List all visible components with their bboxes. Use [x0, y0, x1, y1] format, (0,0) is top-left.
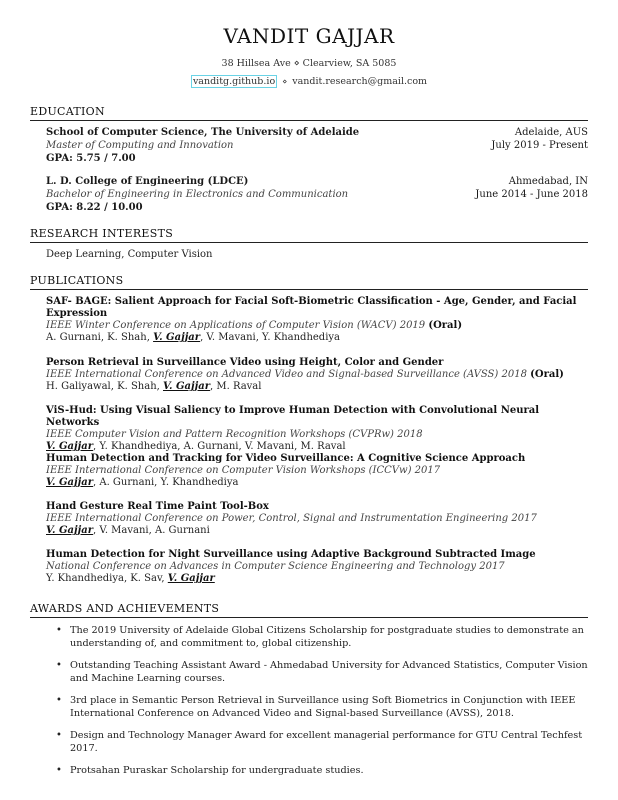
bullet-icon: •: [56, 660, 62, 671]
email-link[interactable]: vandit.research@gmail.com: [292, 76, 428, 87]
publication-title: Hand Gesture Real Time Paint Tool-Box: [46, 501, 269, 512]
authors-before: A. Gurnani, K. Shah,: [46, 332, 154, 343]
awards-section: [30, 602, 588, 618]
self-author: V. Gajjar: [46, 525, 93, 536]
authors-before: Y. Khandhediya, K. Sav,: [46, 573, 168, 584]
publication-item: [46, 405, 590, 453]
study-dates: June 2014 - June 2018: [475, 189, 588, 200]
oral-label: (Oral): [428, 320, 463, 331]
authors-after: , V. Mavani, Y. Khandhediya: [200, 332, 341, 343]
publication-venue: IEEE International Conference on Computer Vision Workshops (ICCVw) 2017: [46, 465, 441, 476]
award-text: Design and Technology Manager Award for excellent managerial performance for GTU Central Techfest 2017.: [70, 730, 583, 754]
publication-venue: IEEE Winter Conference on Applications of Computer Vision (WACV) 2019: [46, 320, 426, 331]
candidate-name: VANDIT GAJJAR: [223, 24, 395, 48]
diamond-separator-icon: ⋄: [282, 77, 288, 86]
publication-title-continued: Expression: [46, 308, 108, 319]
award-text: The 2019 University of Adelaide Global Citizens Scholarship for postgraduate studies to demonstrate an understanding of, and commitment to, global citizenship.: [70, 625, 584, 649]
publication-authors: [46, 332, 590, 344]
award-item: [46, 625, 590, 650]
gpa: GPA: 5.75 / 7.00: [46, 153, 136, 164]
research-heading: RESEARCH INTERESTS: [30, 227, 588, 243]
award-item: [46, 730, 590, 755]
publication-item: [46, 501, 590, 537]
publication-authors: [46, 477, 590, 489]
website-link[interactable]: vanditg.github.io: [192, 76, 276, 87]
education-entry: [46, 126, 588, 165]
publication-title: ViS-Hud: Using Visual Saliency to Improve Human Detection with Convolutional Neural Networks: [46, 405, 540, 428]
research-section: [30, 227, 588, 243]
publication-authors: [46, 573, 590, 585]
authors-before: H. Galiyawal, K. Shah,: [46, 381, 163, 392]
publication-title: Human Detection and Tracking for Video Surveillance: A Cognitive Science Approach: [46, 453, 526, 464]
awards-heading: AWARDS AND ACHIEVEMENTS: [30, 602, 588, 618]
award-text: Protsahan Puraskar Scholarship for undergraduate studies.: [70, 765, 364, 776]
degree: Master of Computing and Innovation: [46, 140, 234, 151]
bullet-icon: •: [56, 730, 62, 741]
education-section: [30, 105, 588, 121]
self-author: V. Gajjar: [167, 573, 215, 584]
publication-venue: IEEE International Conference on Advanced Video and Signal-based Surveillance (AVSS) 2018: [46, 369, 527, 380]
publication-venue: IEEE International Conference on Power, Control, Signal and Instrumentation Engineering 2017: [46, 513, 537, 524]
authors-after: , A. Gurnani, Y. Khandhediya: [92, 477, 239, 488]
publications-heading: PUBLICATIONS: [30, 274, 588, 290]
school-name: School of Computer Science, The University of Adelaide: [46, 127, 360, 138]
publication-title: SAF- BAGE: Salient Approach for Facial Soft-Biometric Classification - Age, Gender, and Facial: [46, 296, 577, 307]
publication-title: Person Retrieval in Surveillance Video using Height, Color and Gender: [46, 357, 444, 368]
award-text: Outstanding Teaching Assistant Award - Ahmedabad University for Advanced Statistics, Computer Vision and Machine Learning courses.: [70, 660, 588, 684]
education-heading: EDUCATION: [30, 105, 588, 121]
award-text: 3rd place in Semantic Person Retrieval in Surveillance using Soft Biometrics in Conjunction with IEEE International Conference on Advanced Video and Signal-based Surveillance (AVSS), 2018.: [70, 695, 576, 719]
oral-label: (Oral): [530, 369, 564, 380]
publications-section: [30, 274, 588, 290]
publication-item: [46, 453, 590, 489]
publication-item: [46, 296, 590, 344]
school-location: Ahmedabad, IN: [508, 176, 588, 187]
self-author: V. Gajjar: [46, 477, 93, 488]
contact-links: [0, 76, 618, 87]
publication-authors: [46, 525, 590, 537]
degree: Bachelor of Engineering in Electronics and Communication: [46, 189, 349, 200]
authors-after: , V. Mavani, A. Gurnani: [92, 525, 210, 536]
bullet-icon: •: [56, 695, 62, 706]
research-interests-text: Deep Learning, Computer Vision: [46, 249, 213, 260]
gpa: GPA: 8.22 / 10.00: [46, 202, 143, 213]
award-item: [46, 695, 590, 720]
awards-list: [46, 625, 590, 788]
publication-venue: IEEE Computer Vision and Pattern Recognition Workshops (CVPRw) 2018: [46, 429, 423, 440]
self-author: V. Gajjar: [163, 381, 210, 392]
award-item: [46, 660, 590, 685]
school-location: Adelaide, AUS: [514, 127, 588, 138]
school-name: L. D. College of Engineering (LDCE): [46, 176, 249, 187]
bullet-icon: •: [56, 765, 62, 776]
self-author: V. Gajjar: [46, 441, 93, 452]
publication-authors: [46, 441, 590, 453]
publication-authors: [46, 381, 590, 393]
postal-address: 38 Hillsea Ave ⋄ Clearview, SA 5085: [221, 58, 397, 69]
award-item: [46, 765, 590, 778]
education-entry: [46, 175, 588, 214]
publication-item: [46, 357, 590, 393]
authors-after: , Y. Khandhediya, A. Gurnani, V. Mavani, M. Raval: [92, 441, 346, 452]
publication-venue: National Conference on Advances in Computer Science Engineering and Technology 2017: [46, 561, 505, 572]
authors-after: , M. Raval: [209, 381, 262, 392]
publication-title: Human Detection for Night Surveillance using Adaptive Background Subtracted Image: [46, 549, 536, 560]
self-author: V. Gajjar: [153, 332, 201, 343]
bullet-icon: •: [56, 625, 62, 636]
study-dates: July 2019 - Present: [491, 140, 588, 151]
publication-item: [46, 549, 590, 585]
